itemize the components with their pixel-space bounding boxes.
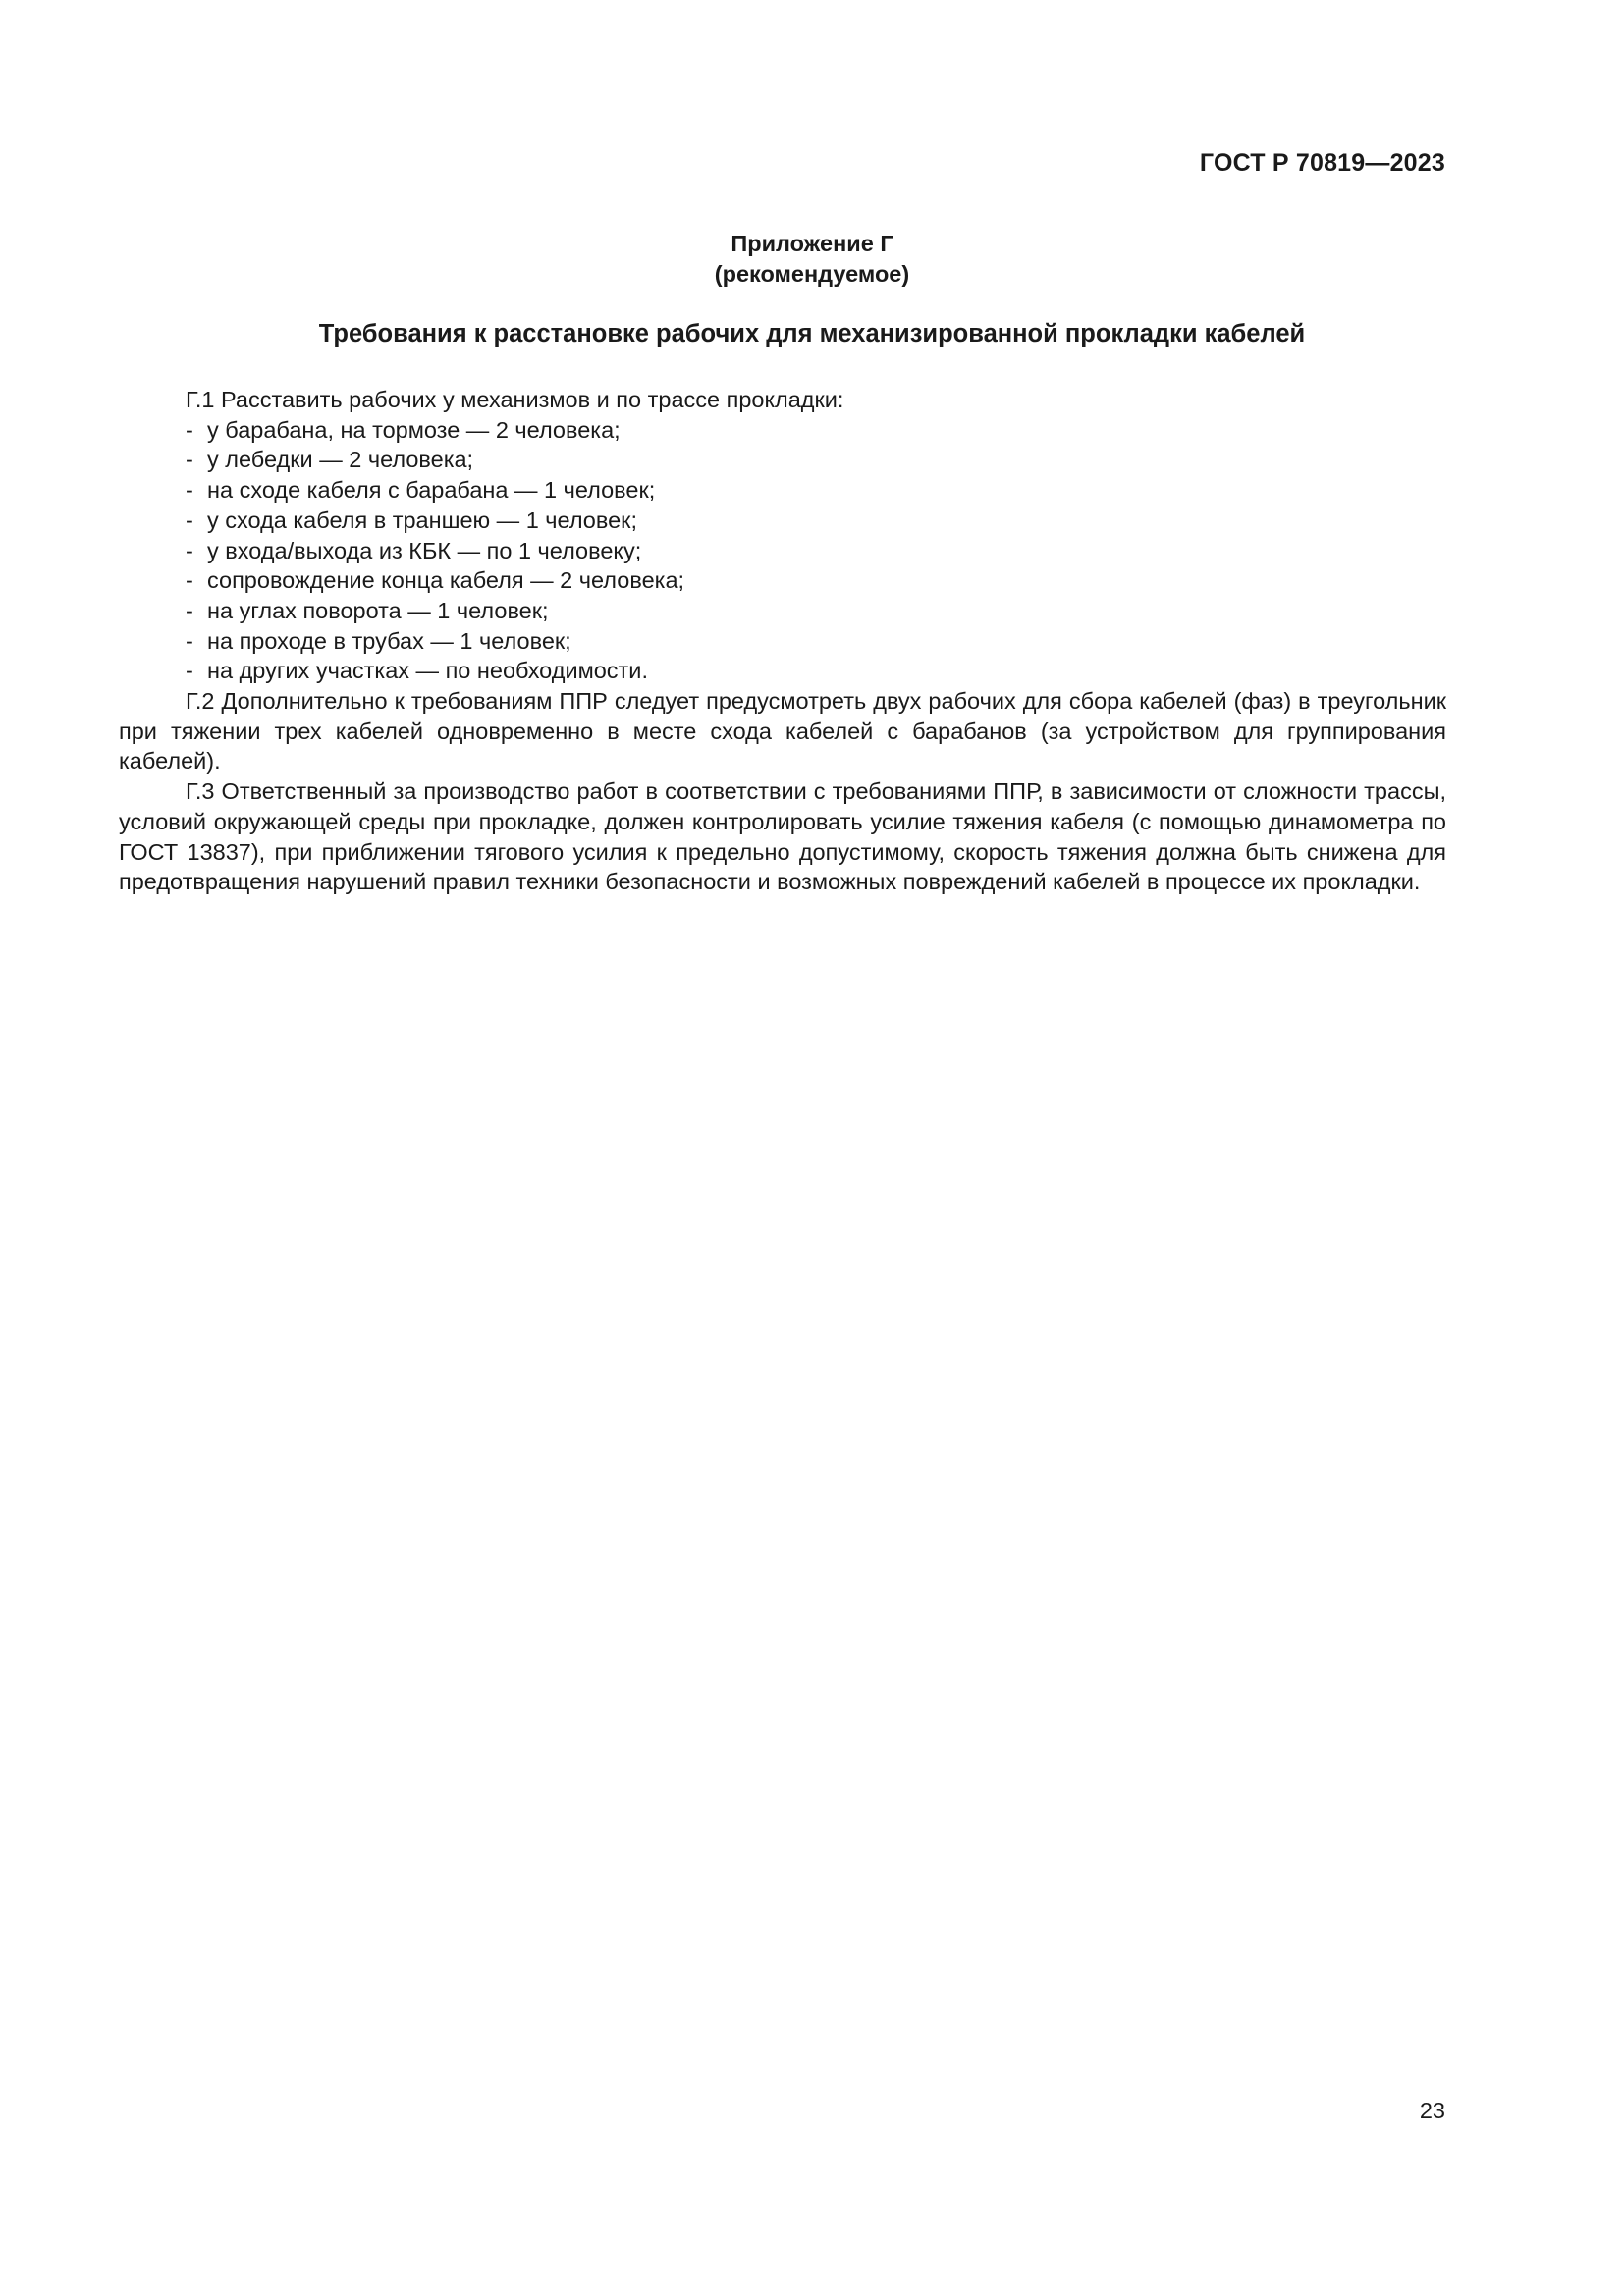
list-item — [119, 506, 1446, 536]
list-dash: - — [186, 627, 193, 654]
list-item — [119, 626, 1446, 657]
list-item-text: сопровождение конца кабеля — 2 человека; — [207, 567, 685, 594]
list-item-text: у барабана, на тормозе — 2 человека; — [207, 416, 621, 443]
list-dash: - — [186, 658, 193, 684]
list-item-text: у входа/выхода из КБК — по 1 человеку; — [207, 537, 642, 563]
list-item — [119, 596, 1446, 626]
list-item-text: на углах поворота — 1 человек; — [207, 597, 549, 623]
list-item — [119, 565, 1446, 596]
page-number: 23 — [1419, 2098, 1445, 2123]
list-dash: - — [186, 416, 193, 443]
list-dash: - — [186, 537, 193, 563]
list-item — [119, 415, 1446, 446]
appendix-status: (рекомендуемое) — [714, 261, 910, 287]
list-item-text: у лебедки — 2 человека; — [207, 447, 474, 473]
list-item-text: у схода кабеля в траншею — 1 человек; — [207, 507, 637, 533]
list-item-text: на проходе в трубах — 1 человек; — [207, 627, 571, 654]
list-dash: - — [186, 477, 193, 504]
list-dash: - — [186, 597, 193, 623]
list-item — [119, 656, 1446, 686]
list-dash: - — [186, 447, 193, 473]
list-item-text: на сходе кабеля с барабана — 1 человек; — [207, 477, 656, 504]
list-item — [119, 445, 1446, 475]
document-body — [119, 385, 1446, 897]
list-item — [119, 536, 1446, 566]
paragraph-g3: Г.3 Ответственный за производство работ в соответствии с требованиями ППР, в зависимости от сложности трассы, условий окружающей среды при прокладке, должен контролировать усилие тяжения кабеля (с помощью динамометра по ГОСТ 13837), при приближении тягового усилия к предельно допустимому, скорость тяжения должна быть снижена для предотвращения нарушений правил техники безопасности и возможных повреждений кабелей в процессе их прокладки. — [119, 778, 1446, 895]
list-dash: - — [186, 567, 193, 594]
section-title: Требования к расстановке рабочих для механизированной прокладки кабелей — [318, 320, 1306, 347]
appendix-title: Приложение Г — [731, 231, 893, 256]
paragraph-g1-intro: Г.1 Расставить рабочих у механизмов и по трассе прокладки: — [186, 387, 844, 412]
list-item-text: на других участках — по необходимости. — [207, 658, 648, 684]
list-dash: - — [186, 507, 193, 533]
paragraph-g2: Г.2 Дополнительно к требованиям ППР следует предусмотреть двух рабочих для сбора кабелей (фаз) в треугольник при тяжении трех кабелей одновременно в месте схода кабелей с барабанов (за устройством для группирования кабелей). — [119, 688, 1446, 774]
list-item — [119, 475, 1446, 506]
appendix-heading — [0, 229, 1624, 290]
document-code: ГОСТ Р 70819—2023 — [1199, 149, 1445, 177]
